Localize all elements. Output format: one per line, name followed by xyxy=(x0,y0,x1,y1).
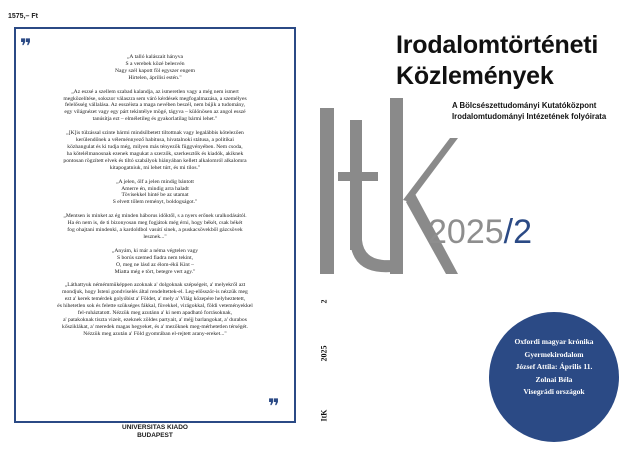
quote-line: közhangulat és ki tudja még, milyen más tényezők függvényében. Nem csoda, xyxy=(67,143,243,150)
quote-line: Miatta még e tört, betegre vert agy." xyxy=(114,268,196,275)
quote-line: Tövisekkel hinté be az utamat xyxy=(121,192,189,199)
quote-open-mark: ❞ xyxy=(20,34,30,58)
quote-line: lesznek..." xyxy=(143,233,167,240)
quote-block xyxy=(24,179,286,207)
price-label: 1575,– Ft xyxy=(8,13,38,20)
quote-line: ha kötelélmanosnak ezenek magukat a szerzők, szerkesztők és kiadók, akiknek xyxy=(66,150,244,157)
quote-line: „A jelen, ölf a jelen mindig bántott xyxy=(116,178,194,185)
contents-item: Zolnai Béla xyxy=(535,374,573,384)
spine-year: 2025 xyxy=(319,345,329,362)
quote-block xyxy=(24,282,286,337)
quote-line: kősziklákat, a' meredek magas hegyeket, és a' mezőknek meg-mérhetetlen térségét. xyxy=(62,323,248,330)
contents-list xyxy=(489,336,619,399)
subtitle-line-2: Irodalomtudományi Intézetének folyóirata xyxy=(452,111,607,121)
spine-abbr: ItK xyxy=(319,409,329,422)
quote-line: S a verebek közé belesvén xyxy=(125,60,185,67)
quote-line: „A talló kalászait hányva xyxy=(126,54,184,60)
quote-line: fog ohajtani mindenki, a kardoldbol vasútí sinek, a puskacsövekből gázcsövek xyxy=(67,227,243,234)
quote-block xyxy=(24,54,286,82)
issue-number-value: 2 xyxy=(513,213,533,251)
quote-line: Amerre én, mindig arra haladt xyxy=(121,185,189,192)
contents-item: Oxfordi magyar krónika xyxy=(514,337,594,346)
issue-number xyxy=(428,212,532,252)
subtitle-line-1: A Bölcsészettudományi Kutatóközpont xyxy=(452,101,597,110)
quote-line: felelősség vállalása. Az esszéista a maga nevében beszél, nem bújik a tudomány, xyxy=(64,102,246,109)
quote-block xyxy=(24,248,286,276)
quote-line: „Láthattyuk némémmüképpen azoknak a' dolgoknak szépségeit, a' melyekről azt xyxy=(64,282,246,289)
quote-line: fel-ruháztatott. Nézzük meg azutánn a' ki nem apadható forrásoknak, xyxy=(77,310,233,317)
quote-line: kitapogatniuk, mi lehet túrt, és mi tilos." xyxy=(109,164,201,171)
journal-title xyxy=(396,30,598,92)
quote-line: Nézzük meg azután a' Föld gyomrában el-rejtett arany-ereket..." xyxy=(83,330,227,337)
spine xyxy=(312,287,336,427)
quote-line: Nagy szél kapott föl egyszer engem xyxy=(115,67,195,74)
quote-texts xyxy=(24,54,286,345)
quote-close-mark: ❞ xyxy=(268,394,278,418)
quote-line: „Az eszsé a szellem szabad kalandja, az ismeretlen vagy a még nem ismert xyxy=(71,88,239,95)
quote-line: egy világnézet vagy egy párt tekintélye mögé, tágyva – különösen az angol esszé xyxy=(64,109,246,116)
quote-line: megközelítése, sokszor válaszra sem váró kérdések megfogalmazása, a személyes xyxy=(63,95,247,102)
quote-line: Ó, meg ne lásd az élom-ékű Kint – xyxy=(116,261,194,268)
publisher-city: BUDAPEST xyxy=(137,432,173,439)
contents-item: József Attila: Április 11. xyxy=(515,362,593,371)
quote-block xyxy=(24,89,286,124)
quote-line: Ha én nem is, de ti bizonyosan meg fogjátok még érni, hogy békét, csak békét xyxy=(67,220,243,227)
quote-line: kerülendőnek a véleménnyező habitusa, hivatalnoki státusa, a politikai xyxy=(76,137,234,144)
quote-line: „Mentsen is minket az ég minden háborus idöktől, s a nyers erőnek uralkodásától. xyxy=(63,213,247,220)
quote-line: pontosan rögzített elvek és tiltó szabályok hiányában kellett alkalomról alkalomra xyxy=(63,157,247,164)
journal-subtitle xyxy=(452,101,606,122)
quote-line: a' patakoknak tiszta vizeit, ezeknek zöldes partyait, a' méjj barlangokat, a' durabos xyxy=(63,317,247,323)
quote-block xyxy=(24,213,286,241)
contents-item: Gyermekirodalom xyxy=(524,349,584,359)
quote-block xyxy=(24,130,286,171)
contents-item: Visegrádi országok xyxy=(523,387,585,396)
quote-line: tanúsítja ezt – elméletileg és gyakorlatilag bármi lehet." xyxy=(92,116,218,123)
spine-number: 2 xyxy=(319,299,329,304)
quote-line: ezt a' kerek temérdek golyóbist a' Földet, a' mely a' Világ közepére helyheztetett, xyxy=(64,296,246,303)
publisher xyxy=(14,424,296,440)
issue-separator: / xyxy=(503,213,514,251)
title-line-1: Irodalomtörténeti xyxy=(396,31,599,59)
quote-line: és hihetetlen sok és felette szükséges fákkal, füvekkel, virágokkal, földi veteményekkel xyxy=(57,303,253,310)
quote-line: S elvett tőlem reményt, boldogságot." xyxy=(112,199,198,206)
publisher-name: UNIVERSITAS KIADÓ xyxy=(122,424,188,431)
quote-line: Hirtelen, áprilisi estén." xyxy=(128,74,182,81)
quote-line: „Anyám, ki már a néma végtelen vagy xyxy=(111,247,199,254)
quote-line: S borús szemed fiadra nem tekint, xyxy=(116,254,194,261)
quote-line: „[K]is túlzással szinte bármi mindsílbetett tiltottnak vagy legalábbis kötelezően xyxy=(66,130,244,137)
itk-logo xyxy=(310,90,460,290)
issue-year: 2025 xyxy=(428,213,504,251)
quote-line: mondjuk, hogy Isteni gondviselés által rendeltettek-el. Leg-elősször-is nézzük meg xyxy=(62,289,248,296)
title-line-2: Közlemények xyxy=(396,62,554,90)
